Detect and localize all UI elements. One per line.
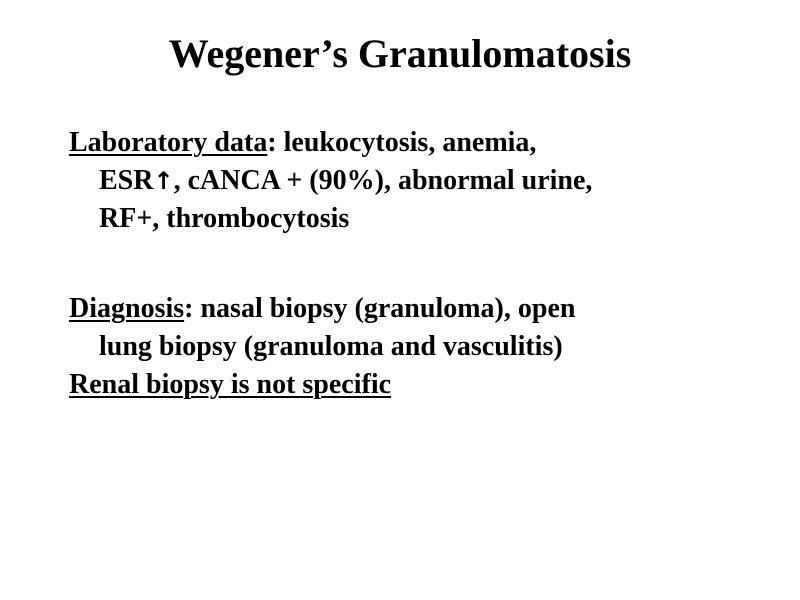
laboratory-data-esr: ESR [99, 165, 154, 196]
slide-body [69, 124, 769, 404]
diagnosis-paragraph [69, 290, 769, 366]
renal-biopsy-paragraph [69, 366, 769, 404]
laboratory-data-line1: : leukocytosis, anemia, [267, 127, 537, 158]
paragraph-gap [69, 238, 769, 290]
up-arrow-icon: ↑ [153, 167, 174, 195]
laboratory-data-paragraph [69, 124, 769, 238]
renal-biopsy-text: Renal biopsy is not specific [69, 369, 392, 400]
slide-title: Wegener’s Granulomatosis [168, 31, 632, 76]
diagnosis-line2: lung biopsy (granuloma and vasculitis) [99, 331, 563, 362]
laboratory-data-line3: RF+, thrombocytosis [99, 203, 350, 234]
diagnosis-heading: Diagnosis [69, 293, 185, 324]
laboratory-data-line2: , cANCA + (90%), abnormal urine, [173, 165, 593, 196]
laboratory-data-heading: Laboratory data [69, 127, 268, 158]
diagnosis-line1: : nasal biopsy (granuloma), open [184, 293, 576, 324]
